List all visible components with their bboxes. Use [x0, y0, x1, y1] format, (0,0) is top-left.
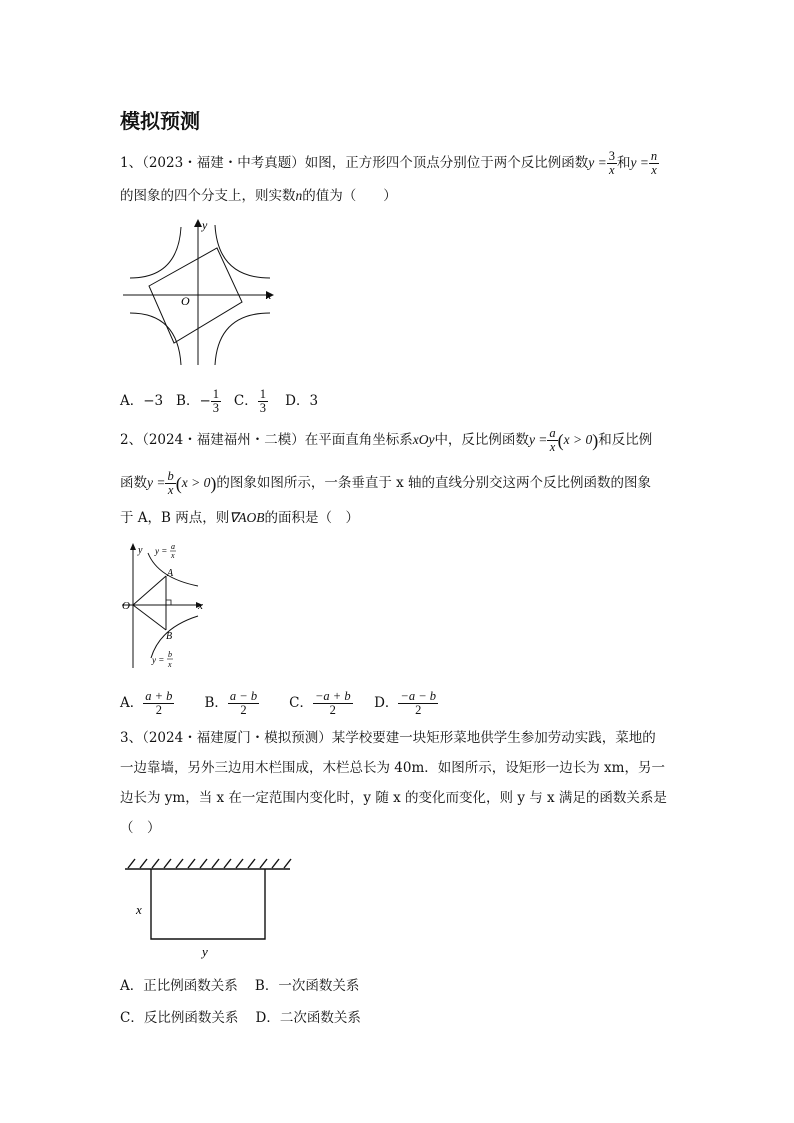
- q3-stem-line2: 一边靠墙，另外三边用木栏围成，木栏总长为 40m．如图所示，设矩形一边长为 xm，另一: [120, 760, 665, 776]
- q1-fraction-2: $\frac{n}{x}$: [650, 149, 658, 177]
- q2-right-angle: [166, 600, 171, 605]
- q2-option-b[interactable]: B． $\frac{a - b}{2}$: [204, 689, 258, 717]
- q1-label-y: y: [202, 218, 208, 232]
- q1-stem-line1: 1、（2023・福建・中考真题）如图，正方形四个顶点分别位于两个反比例函数y = $\frac{3}{x}$ 和y = $\frac{n}{x}$: [120, 149, 658, 177]
- q3-label-y: y: [202, 944, 208, 959]
- q1-fraction-1: $\frac{3}{x}$: [608, 149, 615, 177]
- q1-option-a[interactable]: A．−3: [120, 393, 164, 409]
- svg-text:x: x: [168, 660, 172, 669]
- q1-y-arrow: [194, 219, 202, 227]
- q3-figure: [120, 852, 300, 962]
- q1-option-b[interactable]: B．− $\frac{1}{3}$: [176, 387, 220, 415]
- q3-fence-rectangle: [151, 869, 265, 939]
- q3-stem-line3: 边长为 ym，当 x 在一定范围内变化时，y 随 x 的变化而变化，则 y 与 x 满足的函数关系是: [120, 790, 667, 806]
- svg-text:a: a: [171, 542, 175, 551]
- q1-stem-line2: 的图象的四个分支上，则实数n的值为（ ）: [120, 188, 397, 204]
- q2-segment-oa: [133, 576, 166, 605]
- q3-stem-line4: （ ）: [120, 820, 161, 836]
- svg-text:x: x: [171, 551, 175, 560]
- q2-option-d[interactable]: D． $\frac{-a - b}{2}$: [374, 689, 437, 717]
- q3-options-row2: [120, 1008, 361, 1028]
- svg-text:y =: y =: [155, 546, 168, 556]
- q3-options-row1: [120, 976, 359, 996]
- q2-curve-lower: [151, 616, 198, 658]
- q3-option-c[interactable]: C．反比例函数关系: [120, 1010, 239, 1026]
- q2-label-x: x: [198, 600, 203, 612]
- q2-option-a[interactable]: A． $\frac{a + b}{2}$: [120, 689, 173, 717]
- q1-option-d[interactable]: D．3: [285, 393, 319, 409]
- q3-option-d[interactable]: D．二次函数关系: [255, 1010, 361, 1026]
- svg-text:y =: y =: [152, 655, 165, 665]
- q3-label-x: x: [136, 902, 142, 917]
- q1-label-x: x: [266, 288, 272, 302]
- q2-option-c[interactable]: C． $\frac{-a + b}{2}$: [289, 689, 351, 717]
- q3-option-b[interactable]: B．一次函数关系: [254, 978, 360, 994]
- q1-branch-bottomleft: [130, 313, 181, 365]
- svg-text:b: b: [168, 650, 172, 659]
- section-title: 模拟预测: [120, 109, 200, 133]
- q2-segment-ob: [133, 605, 166, 630]
- q1-options: [120, 388, 318, 415]
- q2-label-a: A: [167, 568, 174, 579]
- q3-option-a[interactable]: A．正比例函数关系: [120, 978, 238, 994]
- q3-wall-hatching: [128, 859, 291, 868]
- q2-label-y: y: [138, 545, 143, 556]
- q1-option-c[interactable]: C． $\frac{1}{3}$: [233, 387, 266, 415]
- q1-figure: [118, 215, 283, 370]
- q2-stem-line3: 于 A，B 两点，则∇AOB的面积是（ ）: [120, 510, 360, 526]
- q2-stem-line1: 2、（2024・福建福州・二模）在平面直角坐标系xOy中，反比例函数y = $\frac{a}{x}$ (x > 0)和反比例: [120, 426, 653, 454]
- q1-branch-bottomright: [215, 313, 270, 365]
- q2-label-o: O: [122, 600, 130, 612]
- q2-stem-line2: 函数y = $\frac{b}{x}$ (x > 0)的图象如图所示，一条垂直于 x 轴的直线分别交这两个反比例函数的图象: [120, 469, 652, 497]
- q2-figure: [118, 538, 218, 673]
- q1-prefix: 1、（2023・福建・中考真题）如图，正方形四个顶点分别位于两个反比例函数: [120, 155, 589, 171]
- q2-options: [120, 690, 438, 717]
- q2-label-b: B: [166, 631, 173, 642]
- q1-label-o: O: [181, 294, 190, 308]
- q1-branch-topleft: [130, 227, 181, 278]
- q1-branch-topright: [215, 225, 270, 278]
- q3-stem-line1: 3、（2024・福建厦门・模拟预测）某学校要建一块矩形菜地供学生参加劳动实践，菜地的: [120, 730, 656, 746]
